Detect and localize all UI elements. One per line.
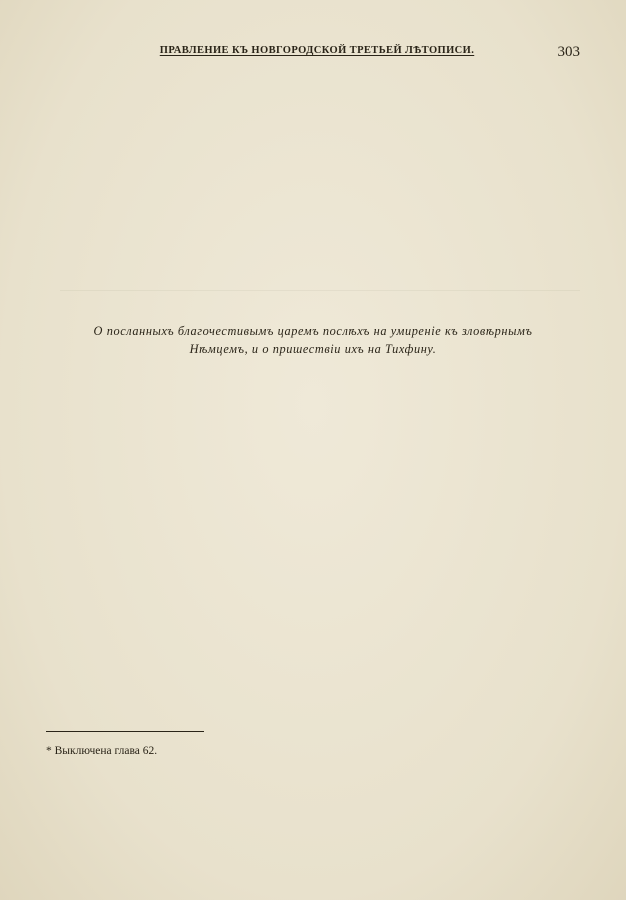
text-line xyxy=(46,401,581,418)
page-number: 303 xyxy=(557,44,580,60)
text-line xyxy=(46,237,581,254)
text-line xyxy=(46,452,581,469)
text-line xyxy=(46,118,581,135)
running-head: ПРАВЛЕНИЕ КЪ НОВГОРОДСКОЙ ТРЕТЬЕЙ ЛѢТОПИСИ. xyxy=(159,45,475,56)
text-line xyxy=(46,622,581,639)
text-line xyxy=(46,186,581,203)
text-line xyxy=(46,503,581,520)
upper-text-block xyxy=(46,67,581,254)
text-line xyxy=(46,656,581,673)
text-line xyxy=(46,169,581,186)
text-line xyxy=(46,152,581,169)
section-heading-line: О посланныхъ благочестивымъ царемъ послѣхъ на умиреніе къ зловѣрнымъ xyxy=(93,324,533,338)
section-heading xyxy=(40,322,586,358)
text-line xyxy=(46,588,581,605)
text-line xyxy=(46,639,581,656)
text-line xyxy=(46,101,581,118)
text-line xyxy=(46,67,581,84)
lower-text-block xyxy=(46,401,581,690)
text-line xyxy=(46,554,581,571)
text-line xyxy=(46,486,581,503)
text-line xyxy=(46,520,581,537)
footnote: * Выключена глава 62. xyxy=(46,745,158,757)
text-line xyxy=(46,84,581,101)
text-line xyxy=(46,605,581,622)
text-line xyxy=(46,203,581,220)
text-line xyxy=(46,418,581,435)
footnote-divider xyxy=(46,731,204,732)
text-line xyxy=(46,435,581,452)
text-line xyxy=(46,571,581,588)
text-line xyxy=(46,673,581,690)
text-line xyxy=(46,135,581,152)
text-line xyxy=(46,469,581,486)
text-line xyxy=(46,220,581,237)
text-line xyxy=(46,537,581,554)
bleed-through-rule xyxy=(60,290,580,291)
section-heading-line: Нѣмцемъ, и о пришествіи ихъ на Тихфину. xyxy=(189,342,437,356)
